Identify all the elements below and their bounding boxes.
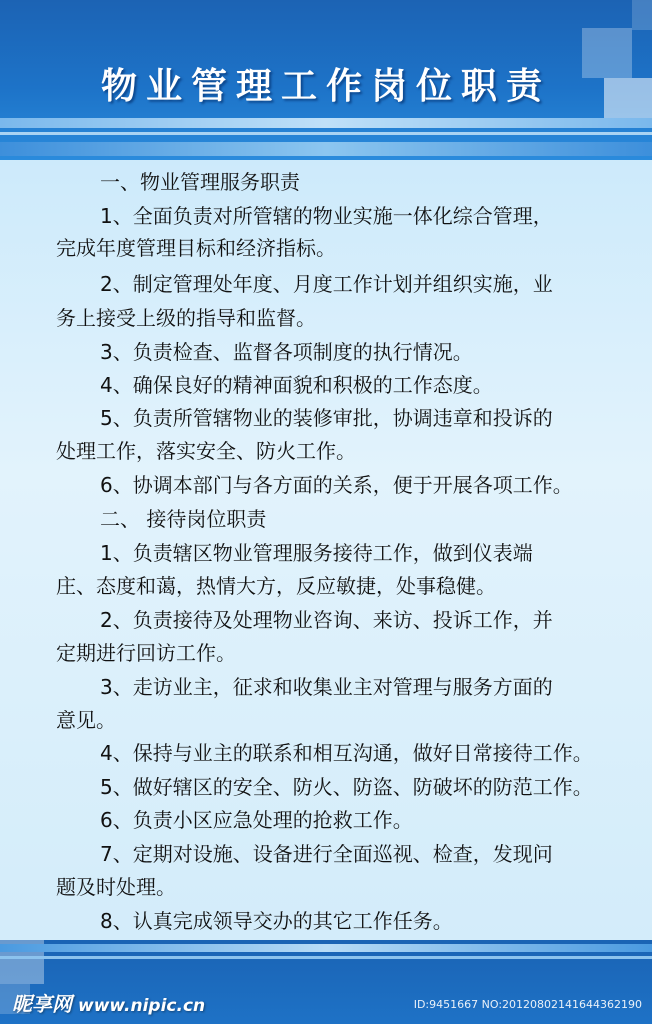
body-line: 6、负责小区应急处理的抢救工作。	[100, 808, 413, 832]
body-line: 1、负责辖区物业管理服务接待工作，做到仪表端	[100, 541, 533, 565]
header-stripe	[0, 132, 652, 135]
body-line: 8、认真完成领导交办的其它工作任务。	[100, 909, 453, 933]
body-line: 定期进行回访工作。	[56, 641, 236, 665]
section-heading: 二、 接待岗位职责	[100, 507, 267, 531]
body-line: 5、负责所管辖物业的装修审批，协调违章和投诉的	[100, 406, 553, 430]
body-line: 3、走访业主，征求和收集业主对管理与服务方面的	[100, 675, 553, 699]
watermark-logo-text: 昵享网	[12, 992, 72, 1016]
header-stripe	[0, 142, 652, 156]
decorative-square	[632, 0, 652, 30]
body-line: 务上接受上级的指导和监督。	[56, 306, 316, 330]
body-line: 3、负责检查、监督各项制度的执行情况。	[100, 340, 473, 364]
body-line: 6、协调本部门与各方面的关系，便于开展各项工作。	[100, 473, 573, 497]
body-line: 5、做好辖区的安全、防火、防盗、防破坏的防范工作。	[100, 775, 593, 799]
body-line: 4、保持与业主的联系和相互沟通，做好日常接待工作。	[100, 741, 593, 765]
header-stripe	[0, 118, 652, 128]
body-line: 完成年度管理目标和经济指标。	[56, 236, 336, 260]
body-line: 庄、态度和蔼，热情大方，反应敏捷，处事稳健。	[56, 574, 496, 598]
body-line: 处理工作，落实安全、防火工作。	[56, 439, 356, 463]
watermark-id: ID:9451667 NO:20120802141644362190	[413, 998, 642, 1011]
page-title: 物业管理工作岗位职责	[100, 66, 551, 107]
body-line: 2、负责接待及处理物业咨询、来访、投诉工作，并	[100, 608, 553, 632]
body-line: 1、全面负责对所管辖的物业实施一体化综合管理，	[100, 204, 553, 228]
body-line: 2、制定管理处年度、月度工作计划并组织实施，业	[100, 272, 553, 296]
body-line: 意见。	[56, 708, 116, 732]
footer-stripe	[0, 944, 652, 952]
section-heading: 一、物业管理服务职责	[100, 170, 300, 194]
body-line: 7、定期对设施、设备进行全面巡视、检查，发现问	[100, 842, 553, 866]
watermark-logo	[12, 988, 205, 1017]
body-line: 题及时处理。	[56, 875, 176, 899]
footer-stripe	[0, 956, 652, 959]
watermark-url: www.nipic.cn	[78, 996, 206, 1016]
body-line: 4、确保良好的精神面貌和积极的工作态度。	[100, 373, 493, 397]
